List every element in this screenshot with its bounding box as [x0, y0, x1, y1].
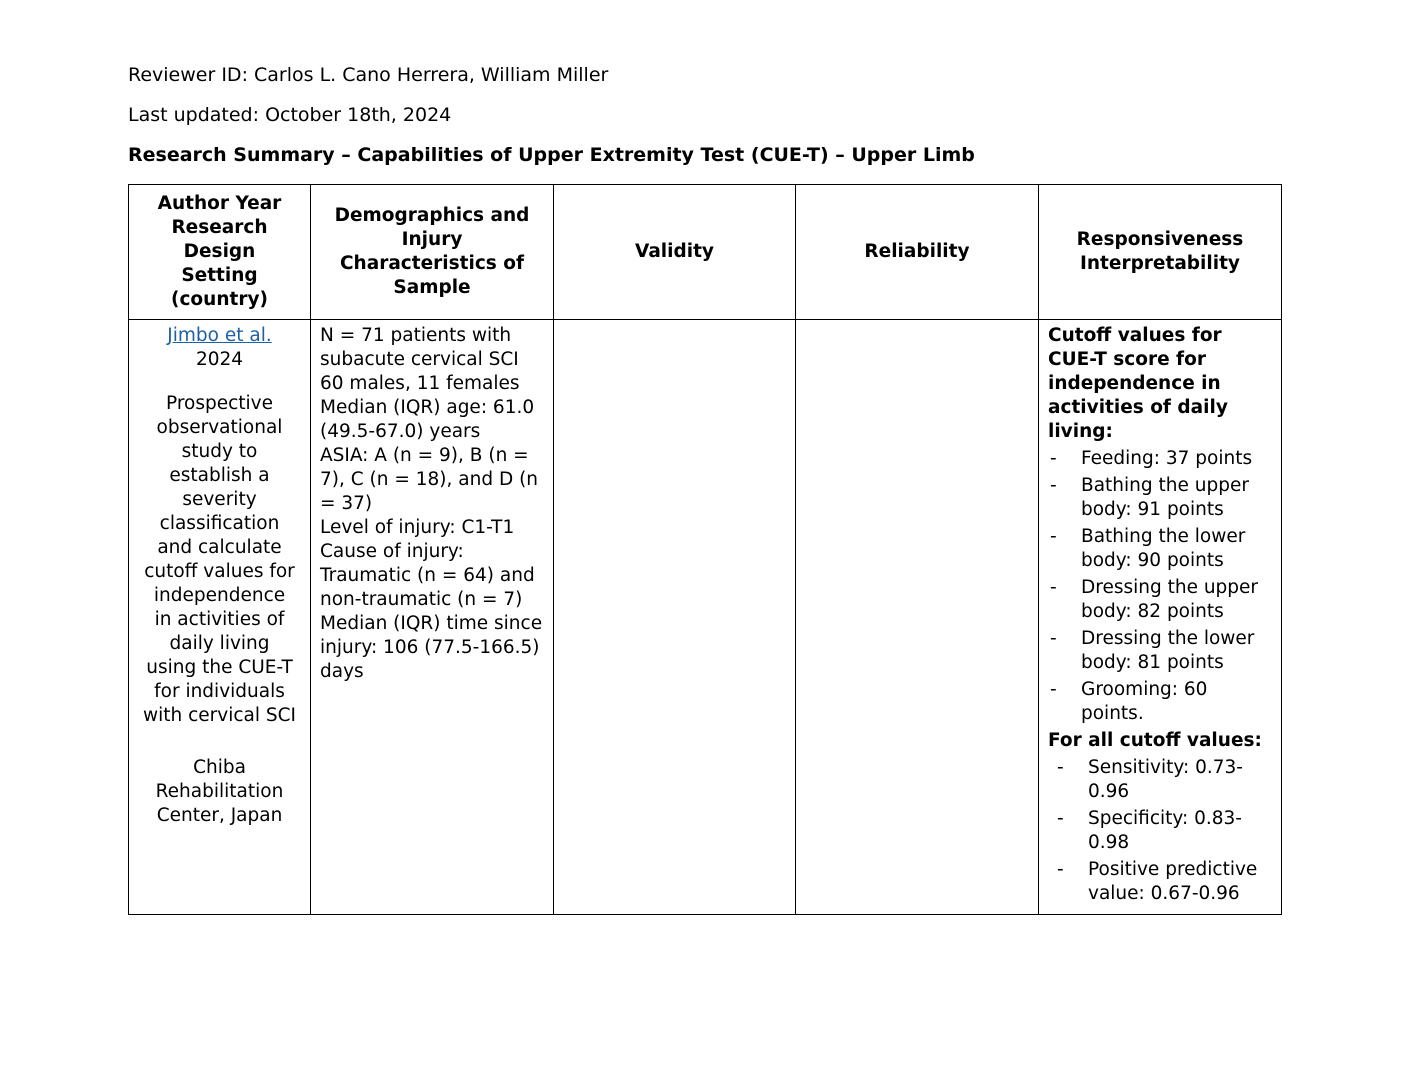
cutoff-list: [1048, 447, 1272, 726]
list-item: - Grooming: 60 points.: [1048, 678, 1272, 726]
design-line: in activities of: [154, 609, 285, 630]
cell-demographics: [311, 320, 554, 915]
cell-validity: [554, 320, 796, 915]
design-line: for individuals: [154, 681, 285, 702]
demographic-item: Median (IQR) age: 61.0 (49.5-67.0) years: [320, 397, 535, 442]
demographic-item: Median (IQR) time since injury: 106 (77.5-166.5) days: [320, 613, 543, 682]
header-author-line: Design: [183, 241, 256, 262]
design-line: and calculate: [157, 537, 282, 558]
header-demographics-line: Demographics and: [334, 205, 530, 226]
list-item: - Bathing the upper body: 91 points: [1048, 474, 1272, 522]
list-item: - Feeding: 37 points: [1048, 447, 1272, 471]
table-header-row: [129, 185, 1282, 320]
all-cutoffs-list: [1048, 756, 1272, 906]
reviewer-id: Reviewer ID: Carlos L. Cano Herrera, William Miller: [128, 64, 609, 86]
cell-reliability: [796, 320, 1039, 915]
cell-author: [129, 320, 311, 915]
study-year: 2024: [195, 349, 244, 370]
list-item: - Sensitivity: 0.73-0.96: [1048, 756, 1272, 804]
document-title: Research Summary – Capabilities of Upper Extremity Test (CUE-T) – Upper Limb: [128, 144, 975, 166]
table-row: [129, 320, 1282, 915]
list-item: - Specificity: 0.83-0.98: [1048, 807, 1272, 855]
header-author-line: Research: [171, 217, 268, 238]
design-line: observational: [156, 417, 283, 438]
header-author: [129, 185, 311, 320]
header-demographics: [311, 185, 554, 320]
list-item: - Dressing the upper body: 82 points: [1048, 576, 1272, 624]
cutoff-heading: Cutoff values for CUE-T score for independence in activities of daily living:: [1048, 325, 1228, 442]
design-line: study to: [181, 441, 258, 462]
header-author-line: (country): [171, 289, 268, 310]
list-item: - Positive predictive value: 0.67-0.96: [1048, 858, 1272, 906]
header-demographics-line: Characteristics of: [339, 253, 525, 274]
demographic-item: ASIA: A (n = 9), B (n = 7), C (n = 18), and D (n = 37): [320, 445, 539, 514]
setting-line: Chiba: [193, 757, 246, 778]
last-updated: Last updated: October 18th, 2024: [128, 104, 452, 126]
demographic-item: Level of injury: C1-T1: [320, 517, 515, 538]
header-responsiveness-line: Responsiveness: [1076, 229, 1244, 250]
design-line: cutoff values for: [144, 561, 295, 582]
design-line: Prospective: [165, 393, 273, 414]
research-summary-table: [128, 184, 1282, 915]
design-line: independence: [153, 585, 286, 606]
header-demographics-line: Sample: [393, 277, 471, 298]
design-line: with cervical SCI: [142, 705, 297, 726]
list-item: - Bathing the lower body: 90 points: [1048, 525, 1272, 573]
demographic-item: N = 71 patients with subacute cervical SCI: [320, 325, 519, 370]
demographic-item: Cause of injury: Traumatic (n = 64) and non-traumatic (n = 7): [320, 541, 535, 610]
study-link[interactable]: Jimbo et al.: [167, 325, 272, 346]
header-demographics-line: Injury: [401, 229, 463, 250]
setting-line: Rehabilitation: [155, 781, 284, 802]
header-reliability: Reliability: [796, 185, 1039, 320]
header-responsiveness-line: Interpretability: [1080, 253, 1240, 274]
header-author-line: Author Year: [157, 193, 282, 214]
cell-responsiveness: [1039, 320, 1282, 915]
design-line: using the CUE-T: [146, 657, 293, 678]
all-cutoffs-heading: For all cutoff values:: [1048, 730, 1262, 751]
design-line: classification: [159, 513, 280, 534]
header-validity: Validity: [554, 185, 796, 320]
design-line: daily living: [169, 633, 270, 654]
setting-line: Center, Japan: [156, 805, 283, 826]
demographic-item: 60 males, 11 females: [320, 373, 520, 394]
header-author-line: Setting: [181, 265, 258, 286]
header-responsiveness: [1039, 185, 1282, 320]
design-line: establish a: [169, 465, 270, 486]
design-line: severity: [182, 489, 257, 510]
list-item: - Dressing the lower body: 81 points: [1048, 627, 1272, 675]
